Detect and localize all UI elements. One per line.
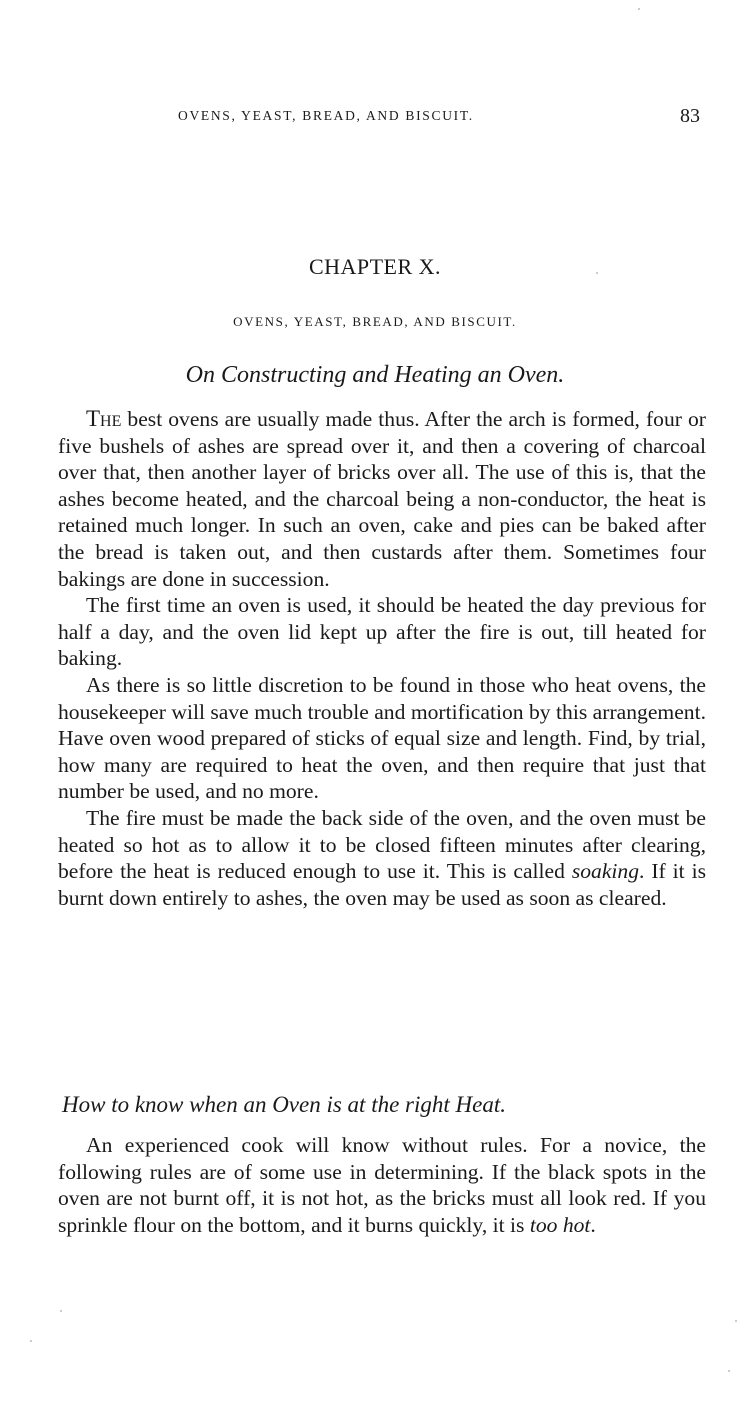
scan-speck [735,1320,737,1322]
section-heading-constructing-oven: On Constructing and Heating an Oven. [185,362,565,388]
running-head [0,105,750,132]
italic-term: soaking [571,859,640,884]
scan-speck [638,8,640,10]
section-body-right-heat [58,1132,706,1238]
paragraph [58,805,706,911]
paragraph-text: The fire must be made the back side of the oven, and the oven must be heated so hot as to allow it to be closed fifteen minutes after clearing, before the heat is reduced enough to use it. This is called [58,805,706,884]
chapter-title: CHAPTER X. [308,254,442,279]
scan-speck [60,1310,62,1312]
paragraph-text: . [590,1212,596,1237]
scan-speck [728,1370,730,1372]
paragraph-text: The first time an oven is used, it should be heated the day previous for half a day, and the oven lid kept up after the fire is out, till heated for baking. [58,593,706,671]
paragraph [58,406,706,592]
page-number: 83 [680,105,700,127]
paragraph [58,672,706,805]
italic-term: too hot [529,1212,591,1237]
paragraph-text: . If it is burnt down entirely to ashes, the oven may be used as soon as cleared. [58,859,706,910]
scan-speck [30,1340,32,1342]
running-title: OVENS, YEAST, BREAD, AND BISCUIT. [178,108,474,123]
paragraph-text: best ovens are usually made thus. After the arch is formed, four or five bushels of ashes are spread over it, and then a covering of charcoal over that, then another layer of bricks over all. The use of this is, that the ashes become heated, and the charcoal being a non-conductor, the heat is retained much longer. In such an oven, cake and pies can be baked after the bread is taken out, and then custards after them. Sometimes four bakings are done in succession. [58,407,706,591]
paragraph [58,592,706,672]
section-body-constructing-oven [58,406,706,911]
scan-speck [596,272,598,274]
paragraph [58,1132,706,1238]
paragraph-text: An experienced cook will know without rules. For a novice, the following rules are of some use in determining. If the black spots in the oven are not burnt off, it is not hot, as the bricks must all look red. If you sprinkle flour on the bottom, and it burns quickly, it is [58,1133,706,1237]
lead-smallcaps: The [86,406,122,431]
section-heading-right-heat: How to know when an Oven is at the right Heat. [62,1092,506,1117]
chapter-subtitle: OVENS, YEAST, BREAD, AND BISCUIT. [233,314,517,329]
paragraph-text: As there is so little discretion to be found in those who heat ovens, the housekeeper will save much trouble and mortification by this arrangement. Have oven wood prepared of sticks of equal size and length. Find, by trial, how many are required to heat the oven, and then require that just that number be used, and no more. [58,672,706,804]
